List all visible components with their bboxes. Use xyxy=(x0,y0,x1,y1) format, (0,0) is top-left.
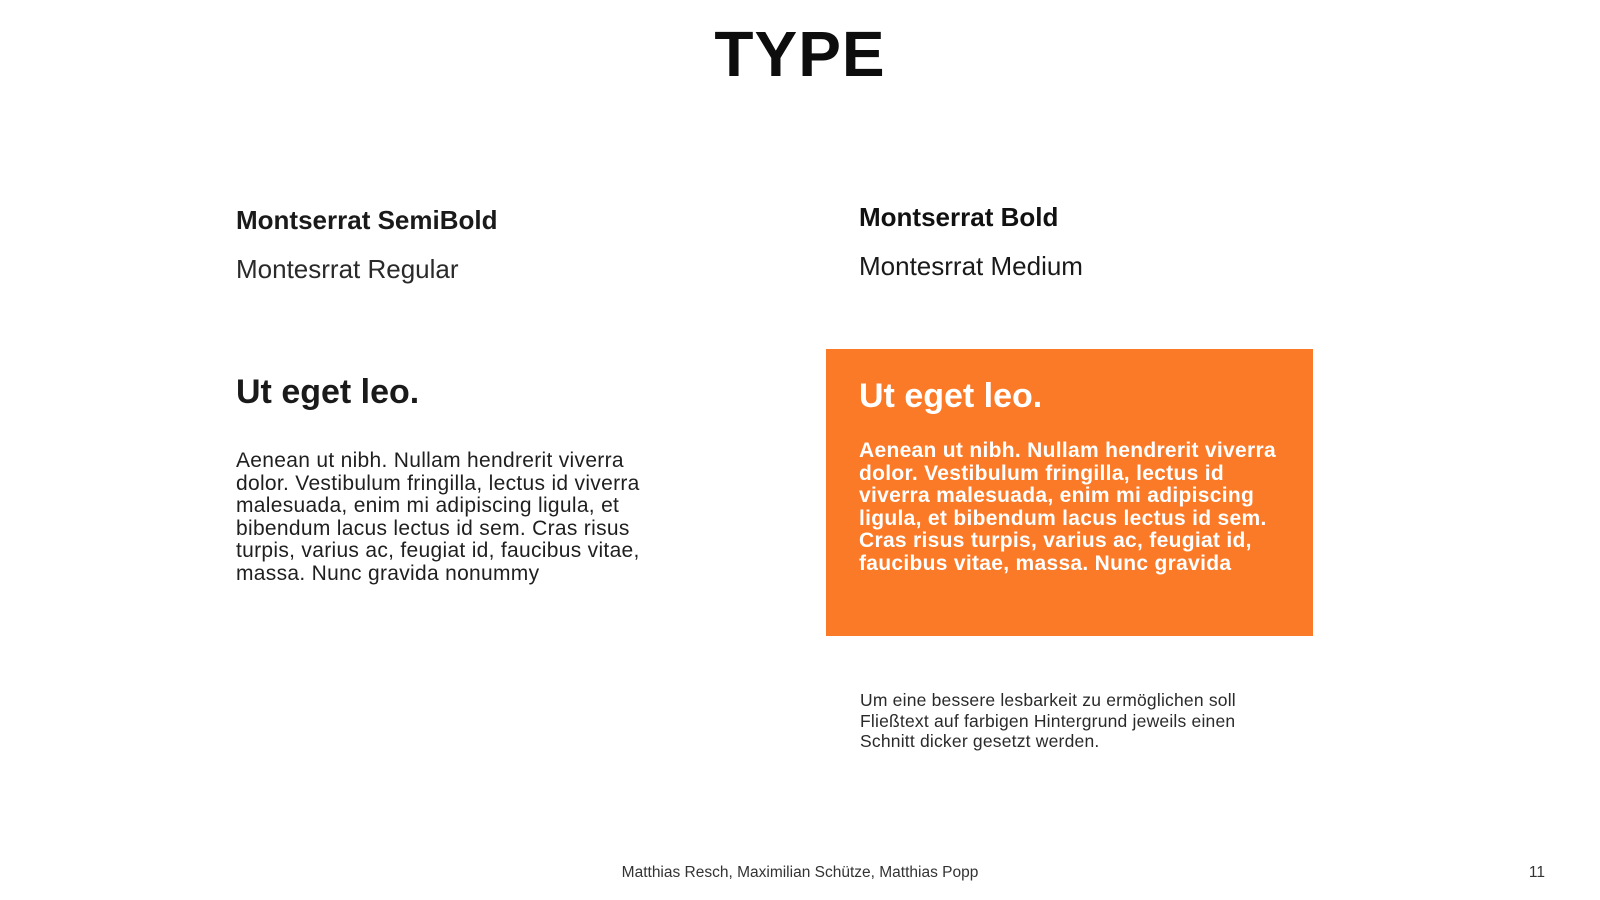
sample-body-left: Aenean ut nibh. Nullam hendrerit viverra dolor. Vestibulum fringilla, lectus id viverra malesuada, enim mi adipiscing ligula, et bibendum lacus lectus id sem. Cras risus turpis, varius ac, feugiat id, faucibus vitae, massa. Nunc gravida nonummy xyxy=(236,449,640,585)
font-name-regular: Montesrrat Regular xyxy=(236,254,459,284)
sample-heading-right: Ut eget leo. xyxy=(859,377,1043,415)
font-name-medium: Montesrrat Medium xyxy=(859,251,1083,281)
font-name-bold: Montserrat Bold xyxy=(859,202,1059,232)
slide-title: TYPE xyxy=(714,18,886,90)
font-name-semibold: Montserrat SemiBold xyxy=(236,205,498,235)
readability-note: Um eine bessere lesbarkeit zu ermöglichen soll Fließtext auf farbigen Hintergrund jeweils einen Schnitt dicker gesetzt werden. xyxy=(860,690,1236,752)
sample-body-right: Aenean ut nibh. Nullam hendrerit viverra dolor. Vestibulum fringilla, lectus id viverra malesuada, enim mi adipiscing ligula, et bibendum lacus lectus id sem. Cras risus turpis, varius ac, feugiat id, faucibus vitae, massa. Nunc gravida xyxy=(859,439,1276,575)
footer-authors: Matthias Resch, Maximilian Schütze, Matthias Popp xyxy=(621,864,979,881)
page-number: 11 xyxy=(1528,864,1545,881)
sample-heading-left: Ut eget leo. xyxy=(236,373,420,411)
